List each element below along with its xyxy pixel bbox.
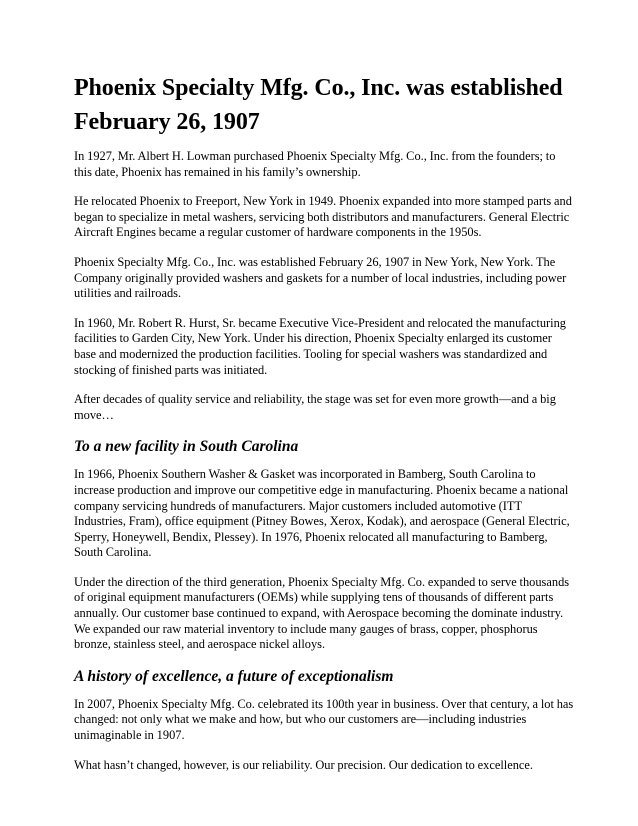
document-page [74,71,574,787]
paragraph-bamberg-incorporation: In 1966, Phoenix Southern Washer & Gasket was incorporated in Bamberg, South Carolina to increase production and improve our competitive edge in manufacturing. Phoenix became a national company servicing hundreds of manufacturers. Major customers included automotive (ITT Industries, Fram), office equipment (Pitney Bowes, Xerox, Kodak), and aerospace (General Electric, Sperry, Honeywell, Bendix, Plessey). In 1976, Phoenix relocated all manufacturing to Bamberg, South Carolina. [74,467,570,560]
paragraph-third-generation: Under the direction of the third generation, Phoenix Specialty Mfg. Co. expanded to serve thousands of original equipment manufacturers (OEMs) while supplying tens of thousands of different parts annually. Our customer base continued to expand, with Aerospace becoming the dominate industry. We expanded our raw material inventory to include many gauges of brass, copper, phosphorus bronze, stainless steel, and aerospace nickel alloys. [74,574,570,652]
section-heading-south-carolina: To a new facility in South Carolina [74,438,299,456]
paragraph-establishment: Phoenix Specialty Mfg. Co., Inc. was established February 26, 1907 in New York, New York. The Company originally provided washers and gaskets for a number of local industries, including power utilities and railroads. [74,254,567,301]
paragraph-lowman-purchase: In 1927, Mr. Albert H. Lowman purchased Phoenix Specialty Mfg. Co., Inc. from the founders; to this date, Phoenix has remained in his family’s ownership. [74,149,556,179]
paragraph-reliability: What hasn’t changed, however, is our reliability. Our precision. Our dedication to excellence. [74,757,534,772]
section-heading-history-of-excellence: A history of excellence, a future of exceptionalism [74,667,394,685]
paragraph-garden-city: In 1960, Mr. Robert R. Hurst, Sr. became Executive Vice-President and relocated the manufacturing facilities to Garden City, New York. Under his direction, Phoenix Specialty enlarged its customer base and modernized the production facilities. Tooling for special washers was standardized and stocking of finished parts was initiated. [74,315,566,377]
paragraph-centennial: In 2007, Phoenix Specialty Mfg. Co. celebrated its 100th year in business. Over that century, a lot has changed: not only what we make and how, but who our customers are—including industries unimaginable in 1907. [74,696,574,743]
document-title: Phoenix Specialty Mfg. Co., Inc. was established February 26, 1907 [74,75,563,135]
paragraph-big-move: After decades of quality service and reliability, the stage was set for even more growth—and a big move… [74,392,556,422]
paragraph-freeport-relocation: He relocated Phoenix to Freeport, New York in 1949. Phoenix expanded into more stamped parts and began to specialize in metal washers, servicing both distributors and manufacturers. General Electric Aircraft Engines became a regular customer of hardware components in the 1950s. [74,194,572,240]
